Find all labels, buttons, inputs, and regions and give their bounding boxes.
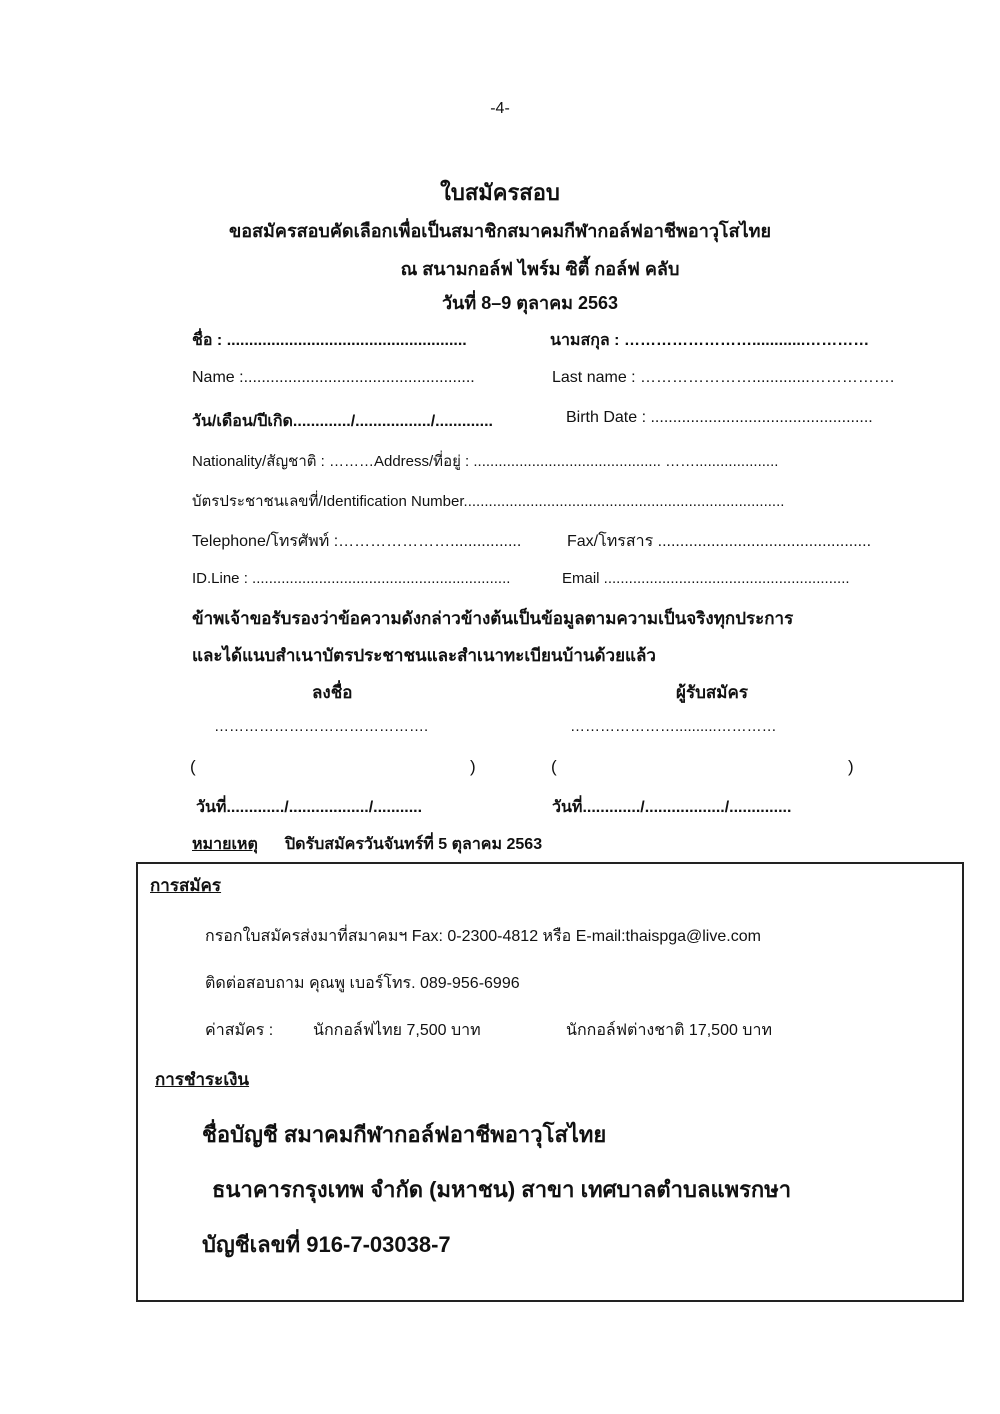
surname-th-field[interactable]: นามสกุล : ……………………............………… xyxy=(550,332,870,349)
page-number: -4- xyxy=(490,100,510,117)
receiver-paren-open: ( xyxy=(551,757,557,776)
fax-field[interactable]: Fax/โทรสาร ................................................ xyxy=(567,533,872,550)
telephone-field[interactable]: Telephone/โทรศัพท์ :…………………................ xyxy=(192,533,522,550)
form-title: ใบสมัครสอบ xyxy=(440,180,560,205)
application-instructions: กรอกใบสมัครส่งมาที่สมาคมฯ Fax: 0-2300-4812 หรือ E-mail:thaispga@live.com xyxy=(205,928,761,945)
fee-foreign: นักกอล์ฟต่างชาติ 17,500 บาท xyxy=(566,1022,772,1039)
contact-info: ติดต่อสอบถาม คุณพู เบอร์โทร. 089-956-6996 xyxy=(205,975,520,992)
application-heading: การสมัคร xyxy=(150,876,222,895)
form-subtitle: ขอสมัครสอบคัดเลือกเพื่อเป็นสมาชิกสมาคมกีฬากอล์ฟอาชีพอาวุโสไทย xyxy=(228,221,772,241)
account-name: ชื่อบัญชี สมาคมกีฬากอล์ฟอาชีพอาวุโสไทย xyxy=(202,1122,607,1147)
receiver-sign-label: ผู้รับสมัคร xyxy=(676,683,748,702)
lastname-en-field[interactable]: Last name : ………………….............……………. xyxy=(552,369,895,386)
applicant-signature-line[interactable]: ……………………………………. xyxy=(214,718,429,735)
payment-heading: การชำระเงิน xyxy=(155,1070,250,1089)
fee-label: ค่าสมัคร : xyxy=(205,1022,274,1039)
name-th-field[interactable]: ชื่อ : ...................................................... xyxy=(192,332,467,349)
note-text: ปิดรับสมัครวันจันทร์ที่ 5 ตุลาคม 2563 xyxy=(285,836,543,853)
applicant-paren-open: ( xyxy=(190,757,196,776)
birth-date-th-field[interactable]: วัน/เดือน/ปีเกิด............./................./............. xyxy=(192,413,493,430)
applicant-sign-label: ลงชื่อ xyxy=(312,683,353,702)
receiver-signature-line[interactable]: …………………..........………… xyxy=(570,718,777,735)
receiver-paren-close: ) xyxy=(848,757,854,776)
account-number: บัญชีเลขที่ 916-7-03038-7 xyxy=(202,1232,451,1257)
note-label: หมายเหตุ xyxy=(192,836,258,853)
line-id-field[interactable]: ID.Line : .............................................................. xyxy=(192,570,511,587)
bank-branch: ธนาคารกรุงเทพ จำกัด (มหาชน) สาขา เทศบาลตำบลแพรกษา xyxy=(212,1177,792,1202)
declaration-line-2: และได้แนบสำเนาบัตรประชาชนและสำเนาทะเบียนบ้านด้วยแล้ว xyxy=(192,646,656,665)
fee-thai: นักกอล์ฟไทย 7,500 บาท xyxy=(313,1022,481,1039)
email-field: Email ........................................................... xyxy=(562,570,850,587)
receiver-date-field[interactable]: วันที่............./................../.............. xyxy=(552,799,792,816)
id-number-field[interactable]: บัตรประชาชนเลขที่/Identification Number............................................................................. xyxy=(192,493,785,510)
nationality-address-field[interactable]: Nationality/สัญชาติ : ………Address/ที่อยู่ : ............................................. …….................... xyxy=(192,453,779,470)
birth-date-en-field[interactable]: Birth Date : .................................................. xyxy=(566,409,873,426)
venue: ณ สนามกอล์ฟ ไพร์ม ซิตี้ กอล์ฟ คลับ xyxy=(400,259,680,279)
applicant-paren-close: ) xyxy=(470,757,476,776)
event-date: วันที่ 8–9 ตุลาคม 2563 xyxy=(441,293,619,313)
name-en-field[interactable]: Name :.................................................... xyxy=(192,369,475,386)
applicant-date-field[interactable]: วันที่............./................../........... xyxy=(196,799,423,816)
declaration-line-1: ข้าพเจ้าขอรับรองว่าข้อความดังกล่าวข้างต้นเป็นข้อมูลตามความเป็นจริงทุกประการ xyxy=(192,609,794,628)
